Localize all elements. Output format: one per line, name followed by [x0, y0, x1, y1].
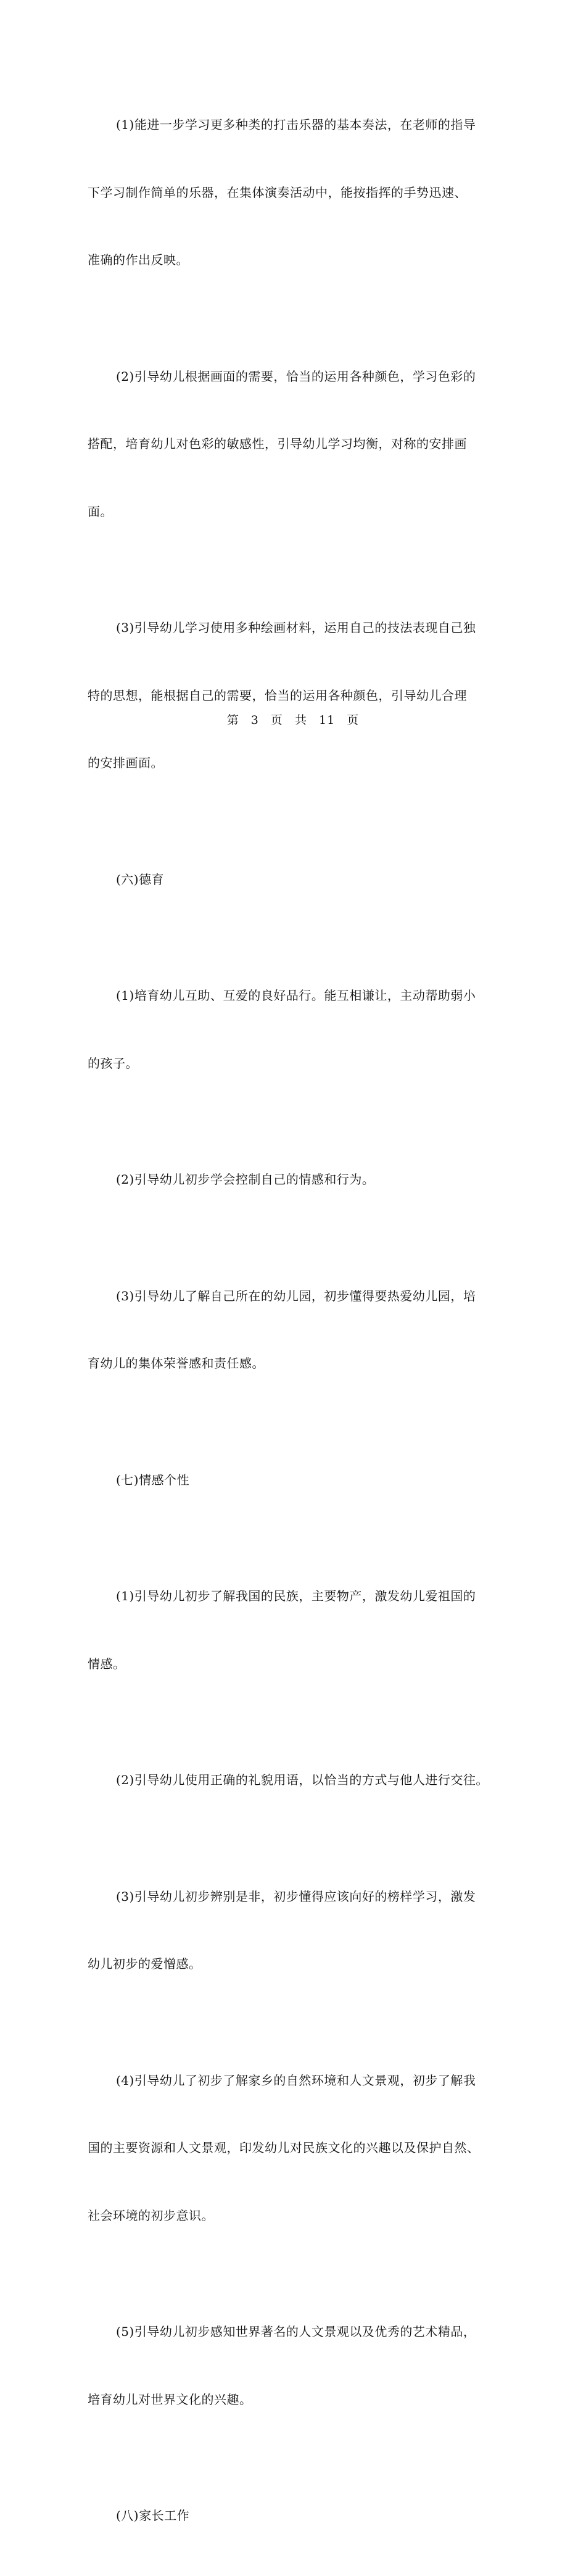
- paragraph-art-2: [88, 320, 501, 568]
- page-footer: [0, 711, 586, 728]
- footer-total-pages: 11: [319, 713, 336, 727]
- paragraph-line: 下学习制作简单的乐器，在集体演奏活动中，能按指挥的手势迅速、: [88, 185, 467, 200]
- paragraph-line: 的孩子。: [88, 1055, 138, 1071]
- footer-prefix: 第: [226, 713, 239, 727]
- paragraph-line: (2)引导幼儿根据画面的需要，恰当的运用各种颜色，学习色彩的: [116, 368, 476, 384]
- paragraph-line: 情感。: [88, 1656, 126, 1671]
- paragraph-line: (2)引导幼儿初步学会控制自己的情感和行为。: [116, 1172, 375, 1187]
- document-body: [88, 69, 501, 2576]
- paragraph-line: (1)能进一步学习更多种类的打击乐器的基本奏法，在老师的指导: [116, 117, 476, 132]
- paragraph-emotion-4: [88, 2024, 501, 2272]
- footer-page-word: 页: [270, 713, 283, 727]
- paragraph-line: (1)培育幼儿互助、互爱的良好品行。能互相谦让，主动帮助弱小: [116, 988, 476, 1003]
- paragraph-music-1: [88, 69, 501, 317]
- section-heading-text: (八)家长工作: [116, 2508, 190, 2523]
- paragraph-line: (1)引导幼儿初步了解我国的民族，主要物产，激发幼儿爱祖国的: [116, 1589, 476, 1603]
- paragraph-emotion-5: [88, 2275, 501, 2456]
- section-heading-text: (六)德育: [116, 871, 165, 887]
- paragraph-line: 育幼儿的集体荣誉感和责任感。: [88, 1356, 265, 1371]
- footer-total-word: 共: [294, 713, 307, 727]
- paragraph-line: (2)引导幼儿使用正确的礼貌用语，以恰当的方式与他人进行交往。: [116, 1772, 489, 1787]
- paragraph-emotion-1: [88, 1540, 501, 1720]
- paragraph-line: (3)引导幼儿学习使用多种绘画材料，运用自己的技法表现自己独: [116, 620, 476, 635]
- paragraph-line: 特的思想，能根据自己的需要，恰当的运用各种颜色，引导幼儿合理: [88, 688, 467, 703]
- paragraph-line: 国的主要资源和人文景观，印发幼儿对民族文化的兴趣以及保护自然、: [88, 2140, 480, 2155]
- paragraph-line: 搭配，培育幼儿对色彩的敏感性，引导幼儿学习均衡，对称的安排画: [88, 436, 467, 451]
- section-heading-text: (七)情感个性: [116, 1472, 190, 1487]
- paragraph-line: 的安排画面。: [88, 755, 163, 770]
- section-heading-emotion: [88, 1424, 501, 1537]
- paragraph-line: 准确的作出反映。: [88, 252, 189, 267]
- paragraph-line: 社会环境的初步意识。: [88, 2208, 214, 2223]
- paragraph-emotion-2: [88, 1724, 501, 1837]
- section-heading-parents: [88, 2459, 501, 2572]
- paragraph-line: (3)引导幼儿初步辨别是非，初步懂得应该向好的榜样学习，激发: [116, 1888, 476, 1904]
- paragraph-line: (4)引导幼儿了初步了解家乡的自然环境和人文景观，初步了解我: [116, 2072, 476, 2088]
- paragraph-line: 面。: [88, 504, 113, 519]
- section-heading-moral: [88, 823, 501, 936]
- paragraph-emotion-3: [88, 1840, 501, 2021]
- paragraph-line: (5)引导幼儿初步感知世界著名的人文景观以及优秀的艺术精品，: [116, 2324, 476, 2339]
- paragraph-moral-3: [88, 1240, 501, 1420]
- paragraph-moral-2: [88, 1123, 501, 1236]
- paragraph-art-3: [88, 571, 501, 820]
- paragraph-moral-1: [88, 939, 501, 1120]
- paragraph-line: (3)引导幼儿了解自己所在的幼儿园，初步懂得要热爱幼儿园，培: [116, 1288, 476, 1303]
- paragraph-line: 幼儿初步的爱憎感。: [88, 1956, 202, 1971]
- paragraph-line: 培育幼儿对世界文化的兴趣。: [88, 2391, 252, 2407]
- footer-suffix: 页: [347, 713, 360, 727]
- footer-current-page: 3: [250, 713, 259, 727]
